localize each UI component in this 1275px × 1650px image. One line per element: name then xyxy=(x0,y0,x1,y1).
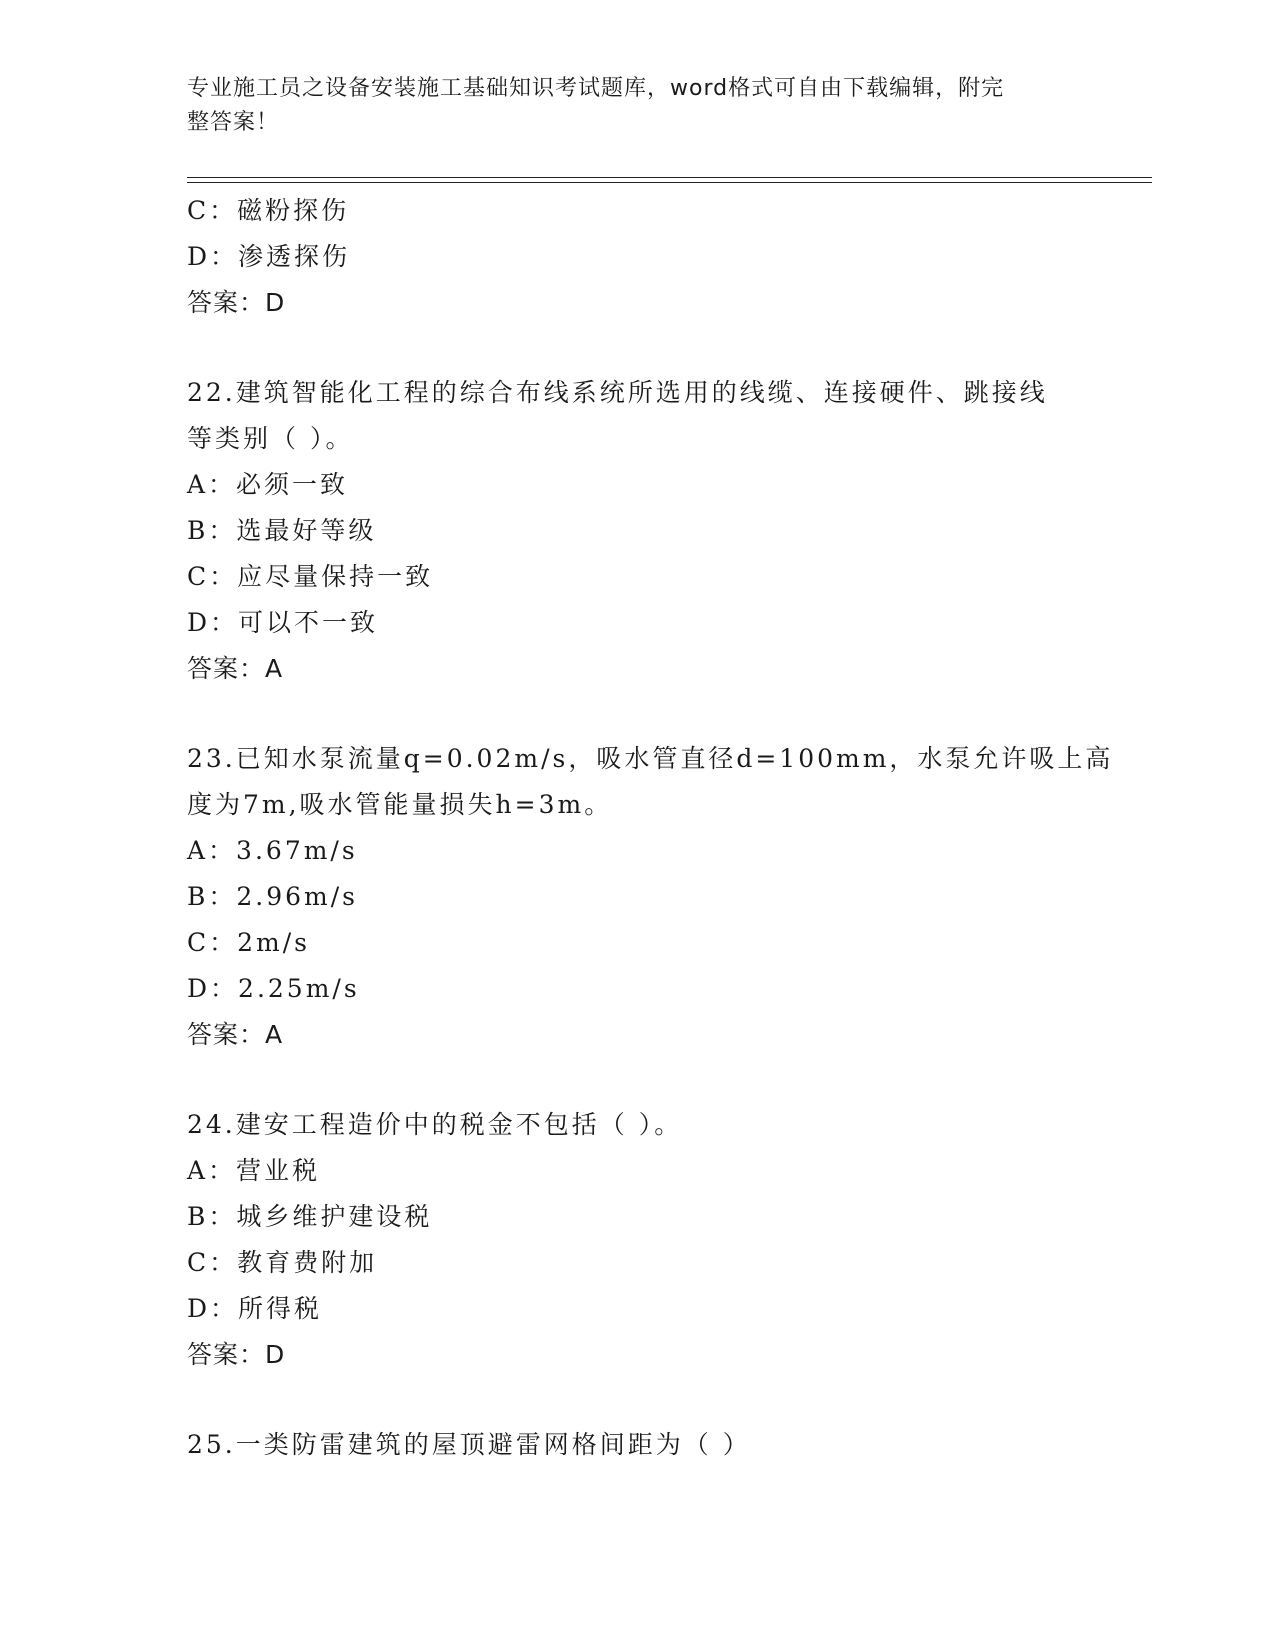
option-c: C：应尽量保持一致 xyxy=(187,562,434,591)
option-d: D：可以不一致 xyxy=(187,608,379,637)
header-rule-top xyxy=(187,177,1152,178)
header-line-2: 整答案！ xyxy=(187,110,280,135)
question-stem: 24.建安工程造价中的税金不包括（ ）。 xyxy=(187,1110,683,1139)
option-d: D：渗透探伤 xyxy=(187,242,351,271)
option-a: A：3.67m/s xyxy=(187,836,358,865)
option-b: B：选最好等级 xyxy=(187,516,377,545)
question-stem: 等类别（ ）。 xyxy=(187,424,354,453)
question-stem: 度为7m,吸水管能量损失h=3m。 xyxy=(187,790,613,819)
question-21-continued xyxy=(187,188,1087,326)
option-a: A：必须一致 xyxy=(187,470,349,499)
answer-line: 答案：A xyxy=(187,1020,284,1049)
question-stem: 23.已知水泵流量q=0.02m/s，吸水管直径d=100mm，水泵允许吸上高 xyxy=(187,744,1114,773)
question-23 xyxy=(187,736,1114,1058)
answer-line: 答案：D xyxy=(187,288,286,317)
spacer xyxy=(187,1378,1087,1422)
option-a: A：营业税 xyxy=(187,1156,321,1185)
question-24 xyxy=(187,1102,1087,1378)
header-line-1: 专业施工员之设备安装施工基础知识考试题库，word格式可自由下载编辑，附完 xyxy=(187,76,1005,101)
header-rule-bottom xyxy=(187,182,1152,183)
option-c: C：2m/s xyxy=(187,928,310,957)
answer-line: 答案：D xyxy=(187,1340,286,1369)
question-22 xyxy=(187,370,1087,692)
option-c: C：教育费附加 xyxy=(187,1248,378,1277)
spacer xyxy=(187,1058,1087,1102)
spacer xyxy=(187,692,1087,736)
question-stem: 25.一类防雷建筑的屋顶避雷网格间距为（ ） xyxy=(187,1430,751,1459)
option-d: D：所得税 xyxy=(187,1294,323,1323)
question-stem: 22.建筑智能化工程的综合布线系统所选用的线缆、连接硬件、跳接线 xyxy=(187,378,1048,407)
option-c: C：磁粉探伤 xyxy=(187,196,350,225)
answer-line: 答案：A xyxy=(187,654,284,683)
question-list xyxy=(187,188,1114,1468)
spacer xyxy=(187,326,1087,370)
document-header xyxy=(187,72,1067,140)
option-d: D：2.25m/s xyxy=(187,974,360,1003)
question-25 xyxy=(187,1422,1087,1468)
option-b: B：2.96m/s xyxy=(187,882,358,911)
option-b: B：城乡维护建设税 xyxy=(187,1202,433,1231)
